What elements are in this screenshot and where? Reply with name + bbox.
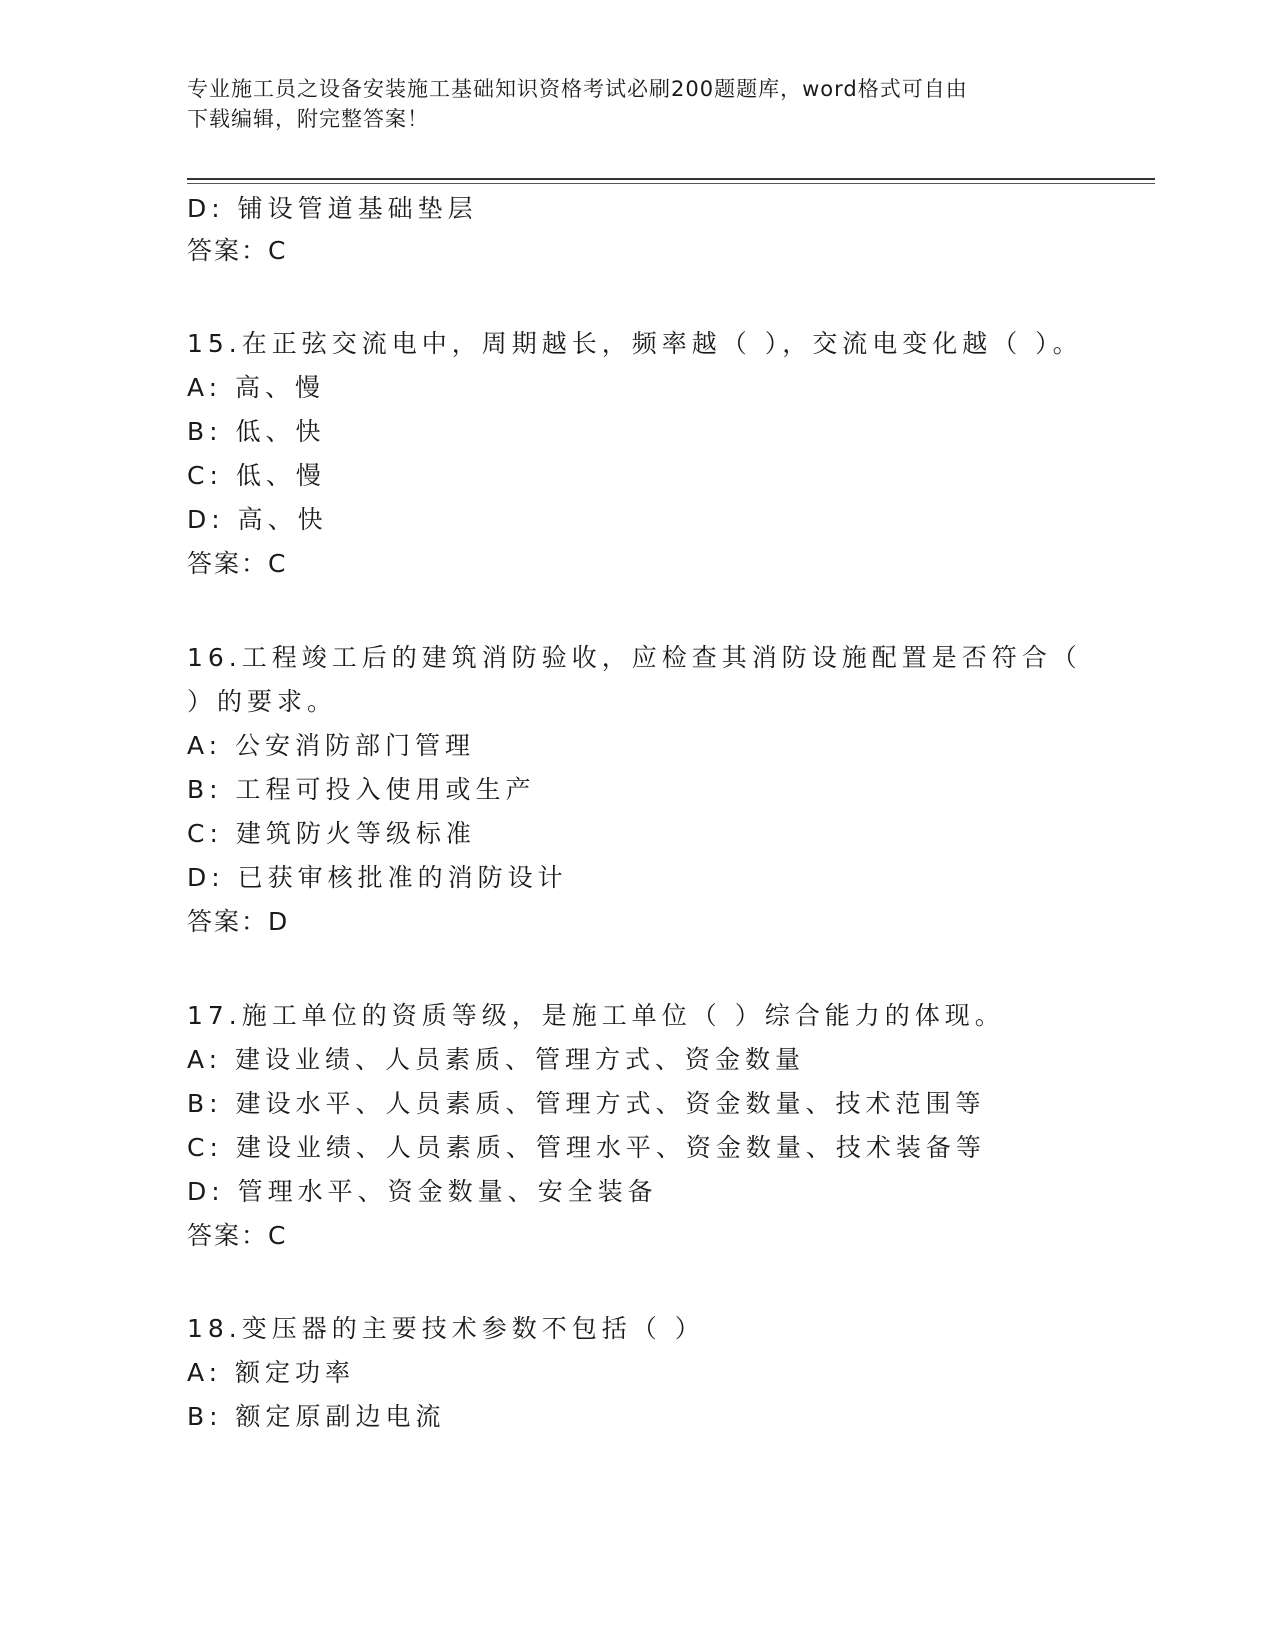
option-b: B: 工程可投入使用或生产 [187, 775, 536, 804]
answer-line: 答案：D [187, 907, 290, 936]
option-b: B: 建设水平、人员素质、管理方式、资金数量、技术范围等 [187, 1089, 986, 1118]
option-a: A: 公安消防部门管理 [187, 731, 476, 760]
question-16: 16.工程竣工后的建筑消防验收，应检查其消防设施配置是否符合（ [187, 643, 1082, 672]
header-divider-thin [187, 183, 1155, 184]
question-16-continued: ）的要求。 [187, 687, 338, 716]
option-a: A: 高、慢 [187, 373, 326, 402]
option-d: D: 已获审核批准的消防设计 [187, 863, 568, 892]
option-a: A: 建设业绩、人员素质、管理方式、资金数量 [187, 1045, 806, 1074]
option-d: D: 高、快 [187, 505, 328, 534]
option-c: C: 建设业绩、人员素质、管理水平、资金数量、技术装备等 [187, 1133, 986, 1162]
option-d: D: 管理水平、资金数量、安全装备 [187, 1177, 658, 1206]
option-a: A: 额定功率 [187, 1358, 356, 1387]
option-c: C: 建筑防火等级标准 [187, 819, 476, 848]
answer-line: 答案：C [187, 236, 288, 265]
document-header [187, 74, 1067, 134]
option-d: D: 铺设管道基础垫层 [187, 194, 478, 223]
option-c: C: 低、慢 [187, 461, 326, 490]
question-17: 17.施工单位的资质等级，是施工单位（ ）综合能力的体现。 [187, 1001, 1005, 1030]
question-15: 15.在正弦交流电中，周期越长，频率越（ ），交流电变化越（ ）。 [187, 329, 1083, 358]
header-line-2: 下载编辑，附完整答案！ [187, 107, 429, 131]
question-18: 18.变压器的主要技术参数不包括（ ） [187, 1314, 705, 1343]
header-divider-thick [187, 178, 1155, 180]
answer-line: 答案：C [187, 1221, 288, 1250]
option-b: B: 额定原副边电流 [187, 1402, 446, 1431]
header-line-1: 专业施工员之设备安装施工基础知识资格考试必刷200题题库，word格式可自由 [187, 77, 968, 101]
option-b: B: 低、快 [187, 417, 326, 446]
answer-line: 答案：C [187, 549, 288, 578]
